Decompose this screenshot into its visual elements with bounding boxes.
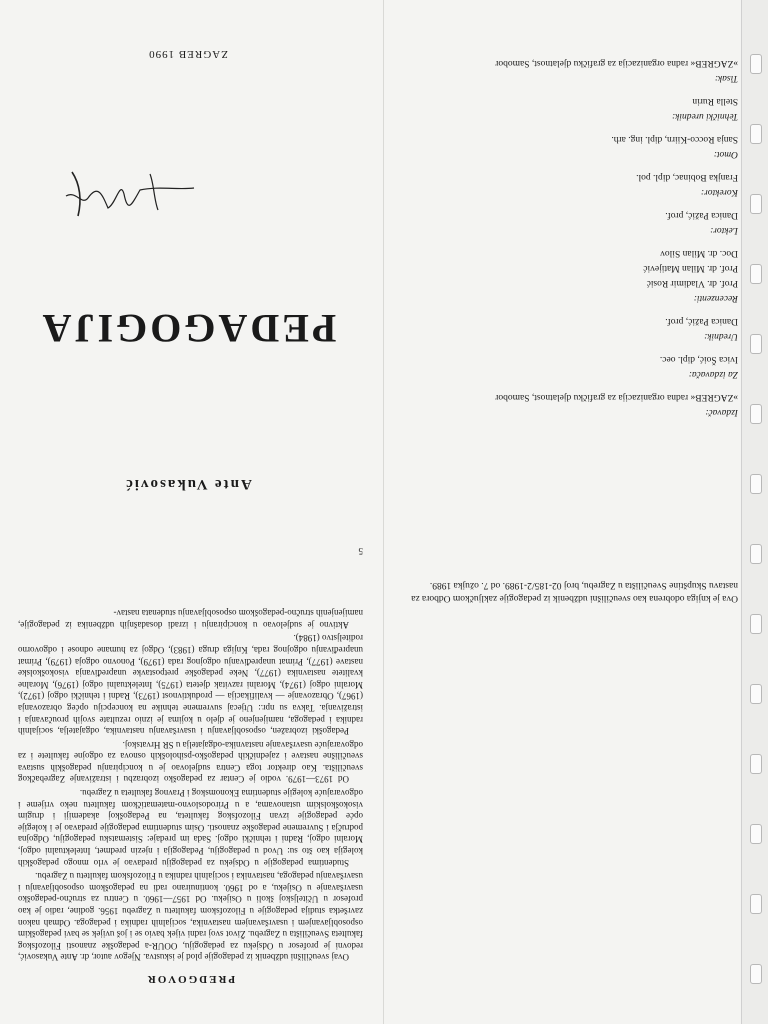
approval-note: Ova je knjiga odobrena kao sveučilišni udžbenik iz pedagogije zaključkom Odbora za nastavu Skupštine Sveučilišta u Zagrebu, broj 02-185/2-1989. od 7. ožujka 1989.	[411, 580, 738, 603]
imprint-line: Tisak:	[714, 73, 738, 83]
page-fold	[383, 0, 384, 1024]
preface-paragraph: Studentima pedagogije u Odsjeku za pedagogiju predavao je vrlo mnogo pedagoških kolegija kao što su: Uvod u pedagogiju, Pedagogija i njezin predmet, Intelektualni odgoj, Moralni odgoj, Radni i tehnički odgoj. Sada im predaje: Sistematsku pedagogiju, Odgojna područja i Suvremene pedagoške znanosti. Osim studentima pedagogije predavao je i kolegije opće pedagogije izvan Filozofskog fakulteta, na Pedagoškoj akademiji i drugim visokoškolskim ustanovama, a u Prirodoslovno-matematičkom fakultetu neko vrijeme i odgovarajuće kolegije studentima Ekonomskog i Pravnog fakulteta u Zagrebu.	[18, 788, 363, 868]
binding-ring	[750, 474, 762, 494]
imprint-line: Ivica Šoić, dipl. oec.	[659, 354, 738, 364]
page-number: 5	[358, 546, 363, 556]
imprint-line: Korektor:	[700, 187, 738, 197]
binding-ring	[750, 264, 762, 284]
imprint-line: Lektor:	[710, 225, 738, 235]
place-and-year: ZAGREB 1990	[148, 48, 228, 60]
book-title: PEDAGOGIJA	[39, 306, 337, 351]
imprint-line: Omot:	[713, 149, 738, 159]
binding-ring	[750, 894, 762, 914]
binding-ring	[750, 824, 762, 844]
imprint-line: Doc. dr. Milan Silov	[660, 248, 738, 258]
binding-ring	[750, 614, 762, 634]
binding-gutter	[741, 0, 768, 1024]
title-page	[8, 0, 368, 1024]
imprint-line: Za izdavača:	[688, 369, 738, 379]
imprint-line: Prof. dr. Milan Matijević	[643, 263, 738, 273]
binding-ring	[750, 544, 762, 564]
imprint-line: Urednik:	[704, 331, 738, 341]
preface-paragraph: Od 1973—1979. vodio je Centar za pedagoško izobrazbu i istraživanje Zagrebačkog sveučilišta. Kao direktor toga Centra sudjelovao je u koncipiranju pedagoških sustava sveučilišne nastave i zajedničkih pedagoško-psiholoških osnova za odgojne fakultete i za odgovarajuće usavršavanje nastavnika-odgajatelja u SR Hrvatskoj.	[18, 739, 363, 785]
imprint-line: Prof. dr. Vladimir Rosić	[646, 278, 738, 288]
preface-heading: PREDGOVOR	[145, 973, 236, 985]
binding-ring	[750, 754, 762, 774]
imprint-line: Recenzenti:	[693, 293, 738, 303]
binding-ring	[750, 194, 762, 214]
imprint-line: Danica Pažić, prof.	[665, 316, 738, 326]
book-author: Ante Vukasović	[124, 476, 252, 492]
preface-paragraph: Aktivno je sudjelovao u koncipiranju i izradi dosadašnjih udžbenika iz pedagogije, namijenjenih stručno-pedagoškom osposobljavanju studenata nastav-	[18, 608, 363, 630]
preface-paragraph: Ovaj sveučilišni udžbenik iz pedagogije plod je iskustva. Njegov autor, dr. Ante Vukasović, redovni je profesor u Odsjeku za pedagogiju, OOUR-a pedagoške znanosti Filozofskog fakulteta Sveučilišta u Zagrebu. Život svoj radni vijek bavio se i još uvijek se bavi pedagoškim osposobljavanjem i usavršavanjem nastavnika, socijalnih radnika i pedagoga. Odmah nakon završetka studija pedagogije u Filozofskom fakultetu u Zagrebu 1956. godine, radio je kao profesor u Učiteljskoj školi u Osijeku. Od 1957—1960. u Centru za stručno-pedagoško usavršavanje u Osijeku, a od 1960. kontinuirano radi na pedagoškom osposobljavanju i usavršavanju pedagoga, nastavnika i socijalnih radnika u Filozofskom fakultetu u Zagrebu.	[18, 871, 363, 963]
imprint-line: Izdavač:	[705, 407, 738, 417]
imprint-line: Sanja Rocco-Kiirn, dipl. ing. arh.	[611, 134, 738, 144]
preface-paragraph: Pedagoški izobražen, osposobljavanju i usavršavanju nastavnika, odgajatelja, socijalnih radnika i pedagoga, namijenjeno je djelo u kojima je iznio rezultate svojih proučavanja i istraživanja. Takva su npr.: Utjecaj suvremene tehnike na koncepciju općeg obrazovanja (1967), Obrazovanje — kvalifikacija — produktivnost (1973), Radni i tehnički odgoj (1972), Moralni odgoj (1974), Moralni razvitak djeteta (1975), Intelektualni odgoj (1976), Moralne kvalitete nastavnika (1977), Neke pedagoške pretpostavke unapređivanja visokoškolske nastave (1977), Primat unapređivanju odgojnog rada (1979), Ponovno odgoja (1979), Primat unapređivanju odgojnog rada, Knjiga druga (1983), Odgoj za humane odnose i odgovorno roditeljstvo (1984).	[18, 633, 363, 737]
imprint-line: Stella Rurin	[692, 96, 738, 106]
imprint-line: »ZAGREB« radna organizacija za grafičku djelatnost, Samobor	[495, 392, 738, 402]
imprint-line: »ZAGREB« radna organizacija za grafičku djelatnost, Samobor	[495, 58, 738, 68]
imprint-block	[408, 55, 738, 419]
binding-ring	[750, 964, 762, 984]
binding-ring	[750, 54, 762, 74]
imprint-line: Danica Pažić, prof.	[665, 210, 738, 220]
handwritten-signature	[58, 164, 198, 224]
imprint-line: Franjka Bobinac, dipl. pol.	[636, 172, 738, 182]
binding-ring	[750, 124, 762, 144]
binding-ring	[750, 404, 762, 424]
binding-ring	[750, 334, 762, 354]
imprint-line: Tehnički urednik:	[671, 111, 738, 121]
binding-ring	[750, 684, 762, 704]
